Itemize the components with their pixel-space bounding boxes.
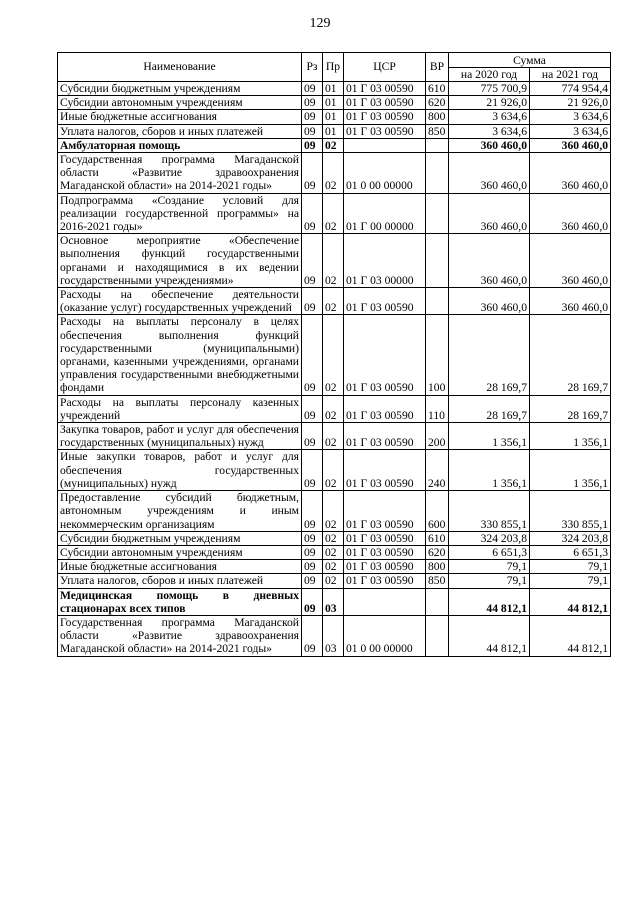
row-name: Расходы на выплаты персоналу в целях обеспечения выполнения функций государственными (муниципальными) органами, казенными учреждениями, органами управления государственными внебюджетными фондами [58, 315, 302, 395]
table-row [58, 574, 611, 588]
row-pr: 03 [323, 588, 344, 615]
row-rz: 09 [302, 288, 323, 315]
row-sum-2020: 1 356,1 [449, 423, 530, 450]
row-name: Государственная программа Магаданской области «Развитие здравоохранения Магаданской области» на 2014-2021 годы» [58, 153, 302, 194]
row-csr: 01 Г 03 00590 [344, 110, 426, 124]
row-sum-2021: 28 169,7 [530, 315, 611, 395]
row-sum-2020: 775 700,9 [449, 82, 530, 96]
row-pr: 02 [323, 574, 344, 588]
row-sum-2021: 360 460,0 [530, 193, 611, 234]
row-csr: 01 Г 03 00000 [344, 234, 426, 288]
row-sum-2021: 79,1 [530, 560, 611, 574]
row-rz: 09 [302, 395, 323, 422]
table-row [58, 560, 611, 574]
row-sum-2020: 3 634,6 [449, 124, 530, 138]
row-vr: 800 [426, 110, 449, 124]
row-name: Расходы на обеспечение деятельности (оказание услуг) государственных учреждений [58, 288, 302, 315]
row-rz: 09 [302, 234, 323, 288]
row-sum-2021: 360 460,0 [530, 234, 611, 288]
row-rz: 09 [302, 545, 323, 559]
row-rz: 09 [302, 531, 323, 545]
row-vr [426, 138, 449, 152]
row-sum-2021: 360 460,0 [530, 153, 611, 194]
row-sum-2021: 360 460,0 [530, 288, 611, 315]
row-rz: 09 [302, 491, 323, 532]
row-csr: 01 Г 03 00590 [344, 545, 426, 559]
row-sum-2021: 44 812,1 [530, 588, 611, 615]
table-row [58, 193, 611, 234]
row-name: Закупка товаров, работ и услуг для обеспечения государственных (муниципальных) нужд [58, 423, 302, 450]
row-name: Подпрограмма «Создание условий для реализации государственной программы» на 2016-2021 годы» [58, 193, 302, 234]
table-body [58, 82, 611, 657]
row-vr: 850 [426, 574, 449, 588]
row-rz: 09 [302, 110, 323, 124]
row-pr: 01 [323, 124, 344, 138]
table-row [58, 315, 611, 395]
header-vr: ВР [426, 53, 449, 82]
row-pr: 03 [323, 615, 344, 656]
row-sum-2020: 360 460,0 [449, 288, 530, 315]
row-rz: 09 [302, 574, 323, 588]
row-pr: 02 [323, 560, 344, 574]
row-name: Уплата налогов, сборов и иных платежей [58, 574, 302, 588]
row-pr: 02 [323, 545, 344, 559]
row-sum-2020: 330 855,1 [449, 491, 530, 532]
row-pr: 02 [323, 153, 344, 194]
row-sum-2020: 360 460,0 [449, 234, 530, 288]
row-rz: 09 [302, 124, 323, 138]
table-row [58, 615, 611, 656]
row-rz: 09 [302, 423, 323, 450]
row-pr: 01 [323, 96, 344, 110]
row-csr: 01 Г 03 00590 [344, 96, 426, 110]
row-sum-2021: 3 634,6 [530, 110, 611, 124]
row-vr: 100 [426, 315, 449, 395]
table-row [58, 491, 611, 532]
row-sum-2021: 324 203,8 [530, 531, 611, 545]
row-rz: 09 [302, 153, 323, 194]
header-sum: Сумма [449, 53, 611, 68]
header-year-2021: на 2021 год [530, 68, 611, 82]
row-pr: 02 [323, 531, 344, 545]
row-rz: 09 [302, 82, 323, 96]
row-sum-2021: 79,1 [530, 574, 611, 588]
row-vr: 240 [426, 450, 449, 491]
row-name: Иные бюджетные ассигнования [58, 560, 302, 574]
table-row [58, 234, 611, 288]
row-name: Расходы на выплаты персоналу казенных учреждений [58, 395, 302, 422]
row-sum-2020: 360 460,0 [449, 193, 530, 234]
table-row [58, 395, 611, 422]
row-name: Субсидии бюджетным учреждениям [58, 531, 302, 545]
row-vr: 800 [426, 560, 449, 574]
row-csr: 01 0 00 00000 [344, 153, 426, 194]
row-sum-2021: 3 634,6 [530, 124, 611, 138]
budget-table [57, 52, 611, 657]
row-pr: 02 [323, 395, 344, 422]
row-vr: 620 [426, 96, 449, 110]
row-name: Основное мероприятие «Обеспечение выполнения функций государственными органами и находящимися в их ведении государственными учреждениями» [58, 234, 302, 288]
row-rz: 09 [302, 193, 323, 234]
row-sum-2020: 6 651,3 [449, 545, 530, 559]
row-sum-2020: 79,1 [449, 560, 530, 574]
row-csr: 01 Г 03 00590 [344, 288, 426, 315]
header-csr: ЦСР [344, 53, 426, 82]
row-sum-2020: 1 356,1 [449, 450, 530, 491]
row-rz: 09 [302, 615, 323, 656]
row-rz: 09 [302, 96, 323, 110]
row-sum-2021: 360 460,0 [530, 138, 611, 152]
row-sum-2021: 774 954,4 [530, 82, 611, 96]
table-row [58, 288, 611, 315]
row-rz: 09 [302, 138, 323, 152]
header-pr: Пр [323, 53, 344, 82]
row-vr: 850 [426, 124, 449, 138]
row-pr: 02 [323, 288, 344, 315]
table-row [58, 124, 611, 138]
row-csr: 01 Г 03 00590 [344, 395, 426, 422]
row-name: Уплата налогов, сборов и иных платежей [58, 124, 302, 138]
row-pr: 02 [323, 491, 344, 532]
row-csr: 01 Г 03 00590 [344, 82, 426, 96]
row-sum-2020: 44 812,1 [449, 615, 530, 656]
row-vr: 600 [426, 491, 449, 532]
row-sum-2020: 360 460,0 [449, 153, 530, 194]
row-name: Субсидии бюджетным учреждениям [58, 82, 302, 96]
row-vr: 110 [426, 395, 449, 422]
row-pr: 02 [323, 450, 344, 491]
row-sum-2021: 21 926,0 [530, 96, 611, 110]
row-name: Медицинская помощь в дневных стационарах всех типов [58, 588, 302, 615]
row-vr [426, 288, 449, 315]
row-csr: 01 Г 03 00590 [344, 423, 426, 450]
header-rz: Рз [302, 53, 323, 82]
row-rz: 09 [302, 315, 323, 395]
row-pr: 02 [323, 138, 344, 152]
row-sum-2021: 28 169,7 [530, 395, 611, 422]
row-vr: 200 [426, 423, 449, 450]
row-csr [344, 588, 426, 615]
row-vr: 610 [426, 82, 449, 96]
row-name: Иные закупки товаров, работ и услуг для обеспечения государственных (муниципальных) нужд [58, 450, 302, 491]
page-number: 129 [309, 16, 331, 31]
row-sum-2020: 79,1 [449, 574, 530, 588]
row-pr: 02 [323, 193, 344, 234]
table-row [58, 588, 611, 615]
row-pr: 02 [323, 423, 344, 450]
row-sum-2020: 28 169,7 [449, 315, 530, 395]
row-rz: 09 [302, 588, 323, 615]
row-sum-2020: 21 926,0 [449, 96, 530, 110]
table-row [58, 138, 611, 152]
row-name: Субсидии автономным учреждениям [58, 96, 302, 110]
row-rz: 09 [302, 560, 323, 574]
row-csr: 01 Г 03 00590 [344, 531, 426, 545]
row-vr: 620 [426, 545, 449, 559]
table-row [58, 423, 611, 450]
row-sum-2020: 360 460,0 [449, 138, 530, 152]
row-vr [426, 588, 449, 615]
table-row [58, 450, 611, 491]
row-name: Иные бюджетные ассигнования [58, 110, 302, 124]
row-csr [344, 138, 426, 152]
table-row [58, 110, 611, 124]
row-csr: 01 Г 03 00590 [344, 315, 426, 395]
row-pr: 01 [323, 82, 344, 96]
row-csr: 01 0 00 00000 [344, 615, 426, 656]
row-sum-2020: 28 169,7 [449, 395, 530, 422]
row-csr: 01 Г 03 00590 [344, 124, 426, 138]
row-vr [426, 234, 449, 288]
row-pr: 02 [323, 315, 344, 395]
row-sum-2020: 3 634,6 [449, 110, 530, 124]
row-sum-2021: 44 812,1 [530, 615, 611, 656]
row-sum-2021: 6 651,3 [530, 545, 611, 559]
row-csr: 01 Г 03 00590 [344, 491, 426, 532]
row-sum-2020: 324 203,8 [449, 531, 530, 545]
row-csr: 01 Г 03 00590 [344, 574, 426, 588]
row-vr: 610 [426, 531, 449, 545]
row-sum-2021: 1 356,1 [530, 423, 611, 450]
row-csr: 01 Г 00 00000 [344, 193, 426, 234]
row-csr: 01 Г 03 00590 [344, 560, 426, 574]
table-row [58, 545, 611, 559]
row-pr: 02 [323, 234, 344, 288]
row-sum-2021: 330 855,1 [530, 491, 611, 532]
row-vr [426, 193, 449, 234]
table-row [58, 153, 611, 194]
row-name: Амбулаторная помощь [58, 138, 302, 152]
row-rz: 09 [302, 450, 323, 491]
header-year-2020: на 2020 год [449, 68, 530, 82]
row-vr [426, 153, 449, 194]
row-sum-2021: 1 356,1 [530, 450, 611, 491]
row-name: Государственная программа Магаданской области «Развитие здравоохранения Магаданской области» на 2014-2021 годы» [58, 615, 302, 656]
header-name: Наименование [58, 53, 302, 82]
table-row [58, 96, 611, 110]
row-name: Предоставление субсидий бюджетным, автономным учреждениям и иным некоммерческим организациям [58, 491, 302, 532]
row-pr: 01 [323, 110, 344, 124]
row-name: Субсидии автономным учреждениям [58, 545, 302, 559]
row-vr [426, 615, 449, 656]
table-row [58, 82, 611, 96]
row-sum-2020: 44 812,1 [449, 588, 530, 615]
table-row [58, 531, 611, 545]
row-csr: 01 Г 03 00590 [344, 450, 426, 491]
